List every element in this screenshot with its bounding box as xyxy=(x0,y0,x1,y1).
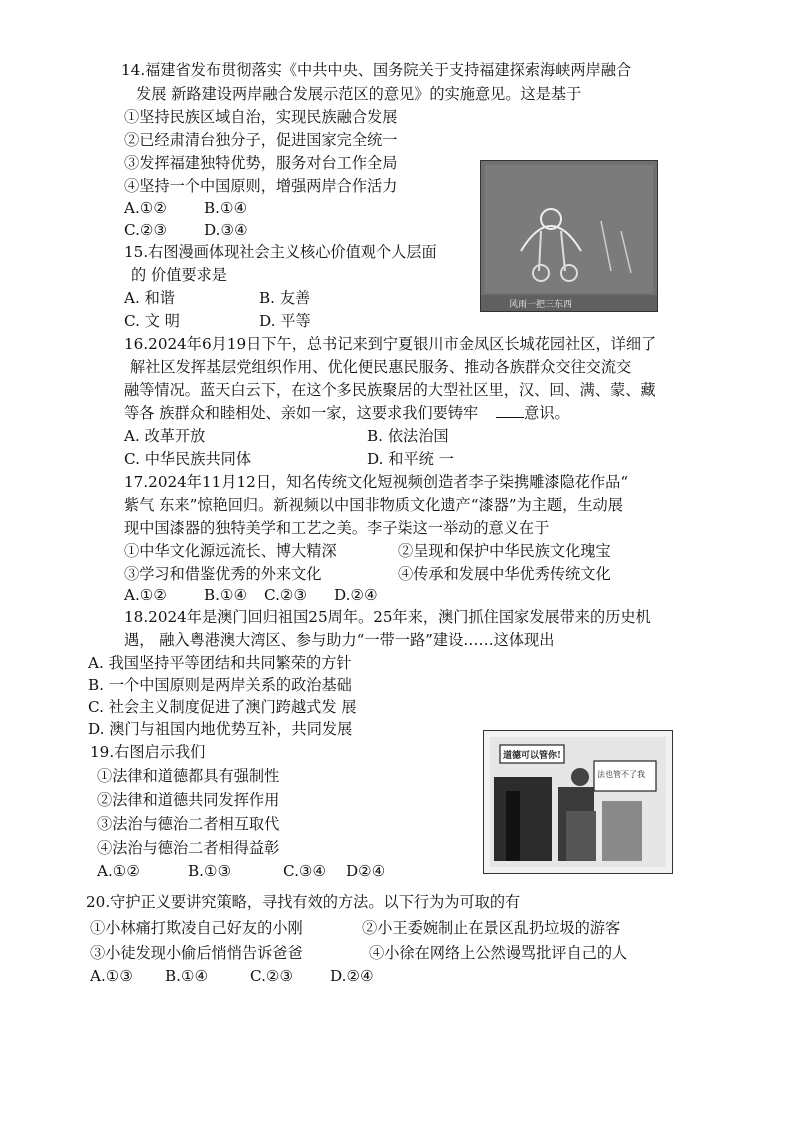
q18-choice-d: D. 澳门与祖国内地优势互补，共同发展 xyxy=(88,720,353,738)
q19-option-1: ①法律和道德都具有强制性 xyxy=(97,767,280,785)
q16-stem-line4 xyxy=(124,403,570,423)
q16-stem-line2: 解社区发挥基层党组织作用、优化便民惠民服务、推动各族群众交往交流交 xyxy=(130,358,632,376)
q17-stem-line1: 17.2024年11月12日，知名传统文化短视频创造者李子柒携雕漆隐花作品“ xyxy=(124,473,629,491)
q14-option-2: ②已经肃清台独分子，促进国家完全统一 xyxy=(124,131,398,149)
q14-option-3: ③发挥福建独特优势，服务对台工作全局 xyxy=(124,154,398,172)
q15-choice-c: C. 文 明 xyxy=(124,312,180,330)
q19-stem: 19.右图启示我们 xyxy=(90,743,206,761)
q19-choice-c: C.③④ xyxy=(283,862,327,880)
q14-option-4: ④坚持一个中国原则，增强两岸合作活力 xyxy=(124,177,398,195)
answer-blank xyxy=(496,403,524,418)
q20-option-2: ②小王委婉制止在景区乱扔垃圾的游客 xyxy=(362,919,621,937)
q15-stem-line2: 的 价值要求是 xyxy=(131,266,227,284)
q20-option-4: ④小徐在网络上公然谩骂批评自己的人 xyxy=(369,944,628,962)
q20-choice-c: C.②③ xyxy=(250,967,294,985)
q19-option-3: ③法治与德治二者相互取代 xyxy=(97,815,280,833)
q16-choice-c: C. 中华民族共同体 xyxy=(124,450,252,468)
q14-stem-line1: 14.福建省发布贯彻落实《中共中央、国务院关于支持福建探索海峡两岸融合 xyxy=(121,61,632,79)
q17-choice-a: A.①② xyxy=(124,586,168,604)
q20-choice-b: B.①④ xyxy=(165,967,209,985)
q15-choice-d: D. 平等 xyxy=(259,312,311,330)
q19-cartoon-text-right: 法也管不了我 xyxy=(597,770,645,779)
q18-choice-c: C. 社会主义制度促进了澳门跨越式发 展 xyxy=(88,698,357,716)
q16-stem-line4-text: 等各 族群众和睦相处、亲如一家，这要求我们要铸牢 xyxy=(124,404,479,422)
q19-option-4: ④法治与德治二者相得益彰 xyxy=(97,839,280,857)
q14-choice-a: A.①② xyxy=(124,199,168,217)
q15-cartoon-caption: 风雨一把三东西 xyxy=(509,300,573,310)
q14-stem-line2: 发展 新路建设两岸融合发展示范区的意见》的实施意见。这是基于 xyxy=(136,85,582,103)
q19-cartoon-image xyxy=(483,730,673,874)
q14-choice-b: B.①④ xyxy=(204,199,248,217)
q17-stem-line2: 紫气 东来”惊艳回归。新视频以中国非物质文化遗产“漆器”为主题，生动展 xyxy=(124,496,623,514)
q19-cartoon-text-left: 道德可以管你! xyxy=(503,751,561,761)
q18-choice-b: B. 一个中国原则是两岸关系的政治基础 xyxy=(88,676,352,694)
q18-stem-line2: 遇， 融入粤港澳大湾区、参与助力“一带一路”建设……这体现出 xyxy=(124,631,555,649)
q20-option-3: ③小徒发现小偷后悄悄告诉爸爸 xyxy=(90,944,303,962)
q17-stem-line3: 现中国漆器的独特美学和工艺之美。李子柒这一举动的意义在于 xyxy=(124,519,550,537)
q17-choice-d: D.②④ xyxy=(334,586,378,604)
q19-choice-b: B.①③ xyxy=(188,862,232,880)
q15-cartoon-image xyxy=(480,160,658,312)
q14-choice-c: C.②③ xyxy=(124,221,168,239)
q14-choice-d: D.③④ xyxy=(204,221,248,239)
q16-stem-line3: 融等情况。蓝天白云下，在这个多民族聚居的大型社区里，汉、回、满、蒙、藏 xyxy=(124,381,656,399)
q17-option-4: ④传承和发展中华优秀传统文化 xyxy=(398,565,611,583)
q17-option-3: ③学习和借鉴优秀的外来文化 xyxy=(124,565,322,583)
q19-choice-a: A.①② xyxy=(97,862,141,880)
q19-choice-d: D②④ xyxy=(346,862,386,880)
q15-stem-line1: 15.右图漫画体现社会主义核心价值观个人层面 xyxy=(124,243,437,261)
q17-choice-c: C.②③ xyxy=(264,586,308,604)
q15-choice-b: B. 友善 xyxy=(259,289,311,307)
q20-option-1: ①小林痛打欺凌自己好友的小刚 xyxy=(90,919,303,937)
q20-stem: 20.守护正义要讲究策略，寻找有效的方法。以下行为为可取的有 xyxy=(86,893,521,911)
q16-choice-d: D. 和平统 一 xyxy=(367,450,454,468)
q18-choice-a: A. 我国坚持平等团结和共同繁荣的方针 xyxy=(88,654,352,672)
q20-choice-d: D.②④ xyxy=(330,967,374,985)
q15-choice-a: A. 和谐 xyxy=(124,289,175,307)
q17-option-1: ①中华文化源远流长、博大精深 xyxy=(124,542,337,560)
q16-choice-b: B. 依法治国 xyxy=(367,427,449,445)
q19-option-2: ②法律和道德共同发挥作用 xyxy=(97,791,280,809)
cartoon-drawing xyxy=(481,161,657,311)
q20-choice-a: A.①③ xyxy=(90,967,134,985)
q16-stem-line4-end: 意识。 xyxy=(524,404,570,422)
q17-choice-b: B.①④ xyxy=(204,586,248,604)
q18-stem-line1: 18.2024年是澳门回归祖国25周年。25年来，澳门抓住国家发展带来的历史机 xyxy=(124,608,651,626)
q17-option-2: ②呈现和保护中华民族文化瑰宝 xyxy=(398,542,611,560)
q14-option-1: ①坚持民族区域自治，实现民族融合发展 xyxy=(124,108,398,126)
q16-choice-a: A. 改革开放 xyxy=(124,427,206,445)
q16-stem-line1: 16.2024年6月19日下午，总书记来到宁夏银川市金凤区长城花园社区，详细了 xyxy=(124,335,657,353)
